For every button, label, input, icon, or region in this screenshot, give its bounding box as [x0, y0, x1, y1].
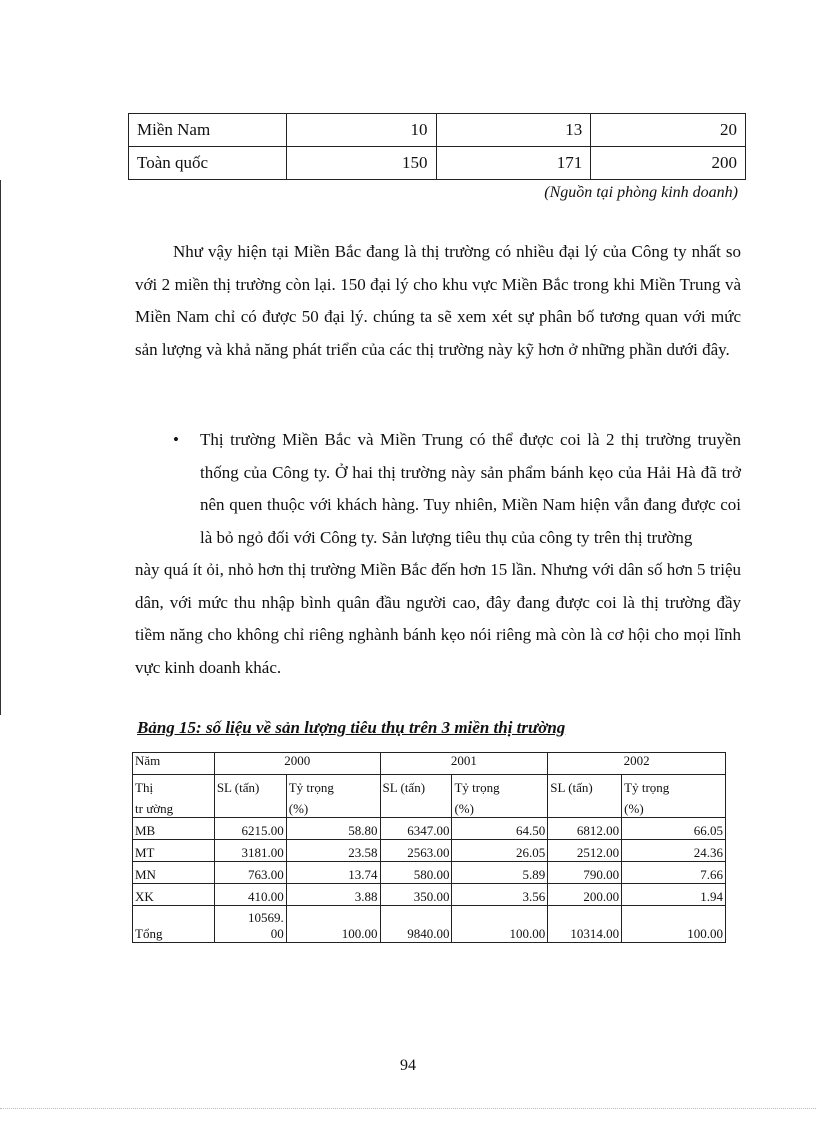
- value-cell: 5.89: [452, 862, 548, 884]
- total-label: Tổng: [133, 906, 215, 943]
- value-cell: 6812.00: [548, 818, 622, 840]
- value-cell: 100.00: [286, 906, 380, 943]
- ratio-unit: (%): [622, 796, 726, 818]
- value-cell: 6347.00: [380, 818, 452, 840]
- value-cell: 6215.00: [214, 818, 286, 840]
- value-cell: 9840.00: [380, 906, 452, 943]
- value-cell: 3181.00: [214, 840, 286, 862]
- ratio-header: Tỷ trọng: [622, 775, 726, 797]
- value-cell: 26.05: [452, 840, 548, 862]
- continuation-paragraph: này quá ít ỏi, nhỏ hơn thị trường Miền Bắc đến hơn 15 lần. Nhưng với dân số hơn 5 triệu dân, với mức thu nhập bình quân đầu người cao, đây đang được coi là thị trường đầy tiềm năng cho không chỉ riêng nghành bánh kẹo nói riêng mà còn là cơ hội cho mọi lĩnh vực kinh doanh khác.: [135, 560, 741, 677]
- table-header-row: [133, 796, 726, 818]
- page-edge-rule: [0, 1108, 816, 1109]
- value-cell: 100.00: [622, 906, 726, 943]
- value-cell: 100.00: [452, 906, 548, 943]
- ratio-unit: (%): [452, 796, 548, 818]
- value-cell: 2512.00: [548, 840, 622, 862]
- value-cell: 66.05: [622, 818, 726, 840]
- value-cell: 7.66: [622, 862, 726, 884]
- ratio-unit: (%): [286, 796, 380, 818]
- year-2001-header: 2001: [380, 753, 548, 775]
- bullet-item: [135, 424, 741, 554]
- value-cell: 10: [286, 114, 436, 147]
- value-cell: 64.50: [452, 818, 548, 840]
- value-cell: 763.00: [214, 862, 286, 884]
- value-cell: 23.58: [286, 840, 380, 862]
- value-cell: [214, 906, 286, 943]
- region-cell: XK: [133, 884, 215, 906]
- table-row: [133, 818, 726, 840]
- regional-agents-table: [128, 113, 746, 180]
- table-caption: Bảng 15: số liệu về sản lượng tiêu thụ trên 3 miền thị trường: [137, 718, 566, 737]
- value-cell: 24.36: [622, 840, 726, 862]
- sales-volume-table: [132, 752, 726, 943]
- value-cell: 10314.00: [548, 906, 622, 943]
- sl-header: SL (tấn): [380, 775, 452, 797]
- page-number: 94: [400, 1057, 416, 1074]
- empty-cell: [380, 796, 452, 818]
- region-cell: Toàn quốc: [129, 147, 287, 180]
- value-cell: 410.00: [214, 884, 286, 906]
- year-2002-header: 2002: [548, 753, 726, 775]
- market-label: tr ường: [133, 796, 215, 818]
- value-cell: 1.94: [622, 884, 726, 906]
- left-margin-rule: [0, 180, 1, 715]
- empty-cell: [548, 796, 622, 818]
- empty-cell: [214, 796, 286, 818]
- value-cell: 2563.00: [380, 840, 452, 862]
- value-cell: 58.80: [286, 818, 380, 840]
- value-cell: 3.88: [286, 884, 380, 906]
- region-cell: MB: [133, 818, 215, 840]
- bullet-icon: •: [173, 430, 179, 449]
- region-cell: MN: [133, 862, 215, 884]
- table-row: [129, 147, 746, 180]
- sl-header: SL (tấn): [214, 775, 286, 797]
- table-row: [133, 862, 726, 884]
- table-row: [133, 840, 726, 862]
- value-cell: 790.00: [548, 862, 622, 884]
- body-paragraph: Như vậy hiện tại Miền Bắc đang là thị trường có nhiều đại lý của Công ty nhất so với 2 miền thị trường còn lại. 150 đại lý cho khu vực Miền Bắc trong khi Miền Trung và Miền Nam chỉ có được 50 đại lý. chúng ta sẽ xem xét sự phân bố tương quan với mức sản lượng và khả năng phát triển của các thị trường này kỹ hơn ở những phần dưới đây.: [135, 242, 741, 359]
- value-cell: 580.00: [380, 862, 452, 884]
- ratio-header: Tỷ trọng: [452, 775, 548, 797]
- value-cell: 20: [591, 114, 746, 147]
- total-row: [133, 906, 726, 943]
- table-row: [133, 884, 726, 906]
- region-cell: Miền Nam: [129, 114, 287, 147]
- year-2000-header: 2000: [214, 753, 380, 775]
- ratio-header: Tỷ trọng: [286, 775, 380, 797]
- bullet-section: [135, 424, 741, 684]
- value-cell: 3.56: [452, 884, 548, 906]
- value-cell: 150: [286, 147, 436, 180]
- market-label: Thị: [133, 775, 215, 797]
- sl-header: SL (tấn): [548, 775, 622, 797]
- value-cell: 171: [436, 147, 591, 180]
- value-cell: 13.74: [286, 862, 380, 884]
- table-header-row: [133, 775, 726, 797]
- bullet-text: Thị trường Miền Bắc và Miền Trung có thể được coi là 2 thị trường truyền thống của Công ty. Ở hai thị trường này sản phẩm bánh kẹo của Hải Hà đã trở nên quen thuộc với khách hàng. Tuy nhiên, Miền Nam hiện vẫn đang được coi là bỏ ngỏ đối với Công ty. Sản lượng tiêu thụ của công ty trên thị trường: [200, 430, 741, 547]
- source-note: (Nguồn tại phòng kinh doanh): [544, 184, 738, 201]
- region-cell: MT: [133, 840, 215, 862]
- value-part: 10569.: [247, 910, 284, 925]
- value-cell: 200.00: [548, 884, 622, 906]
- value-part: 00: [270, 926, 284, 941]
- value-cell: 13: [436, 114, 591, 147]
- value-cell: 350.00: [380, 884, 452, 906]
- year-label: Năm: [133, 753, 215, 775]
- value-cell: 200: [591, 147, 746, 180]
- table-row: [129, 114, 746, 147]
- table-header-row: [133, 753, 726, 775]
